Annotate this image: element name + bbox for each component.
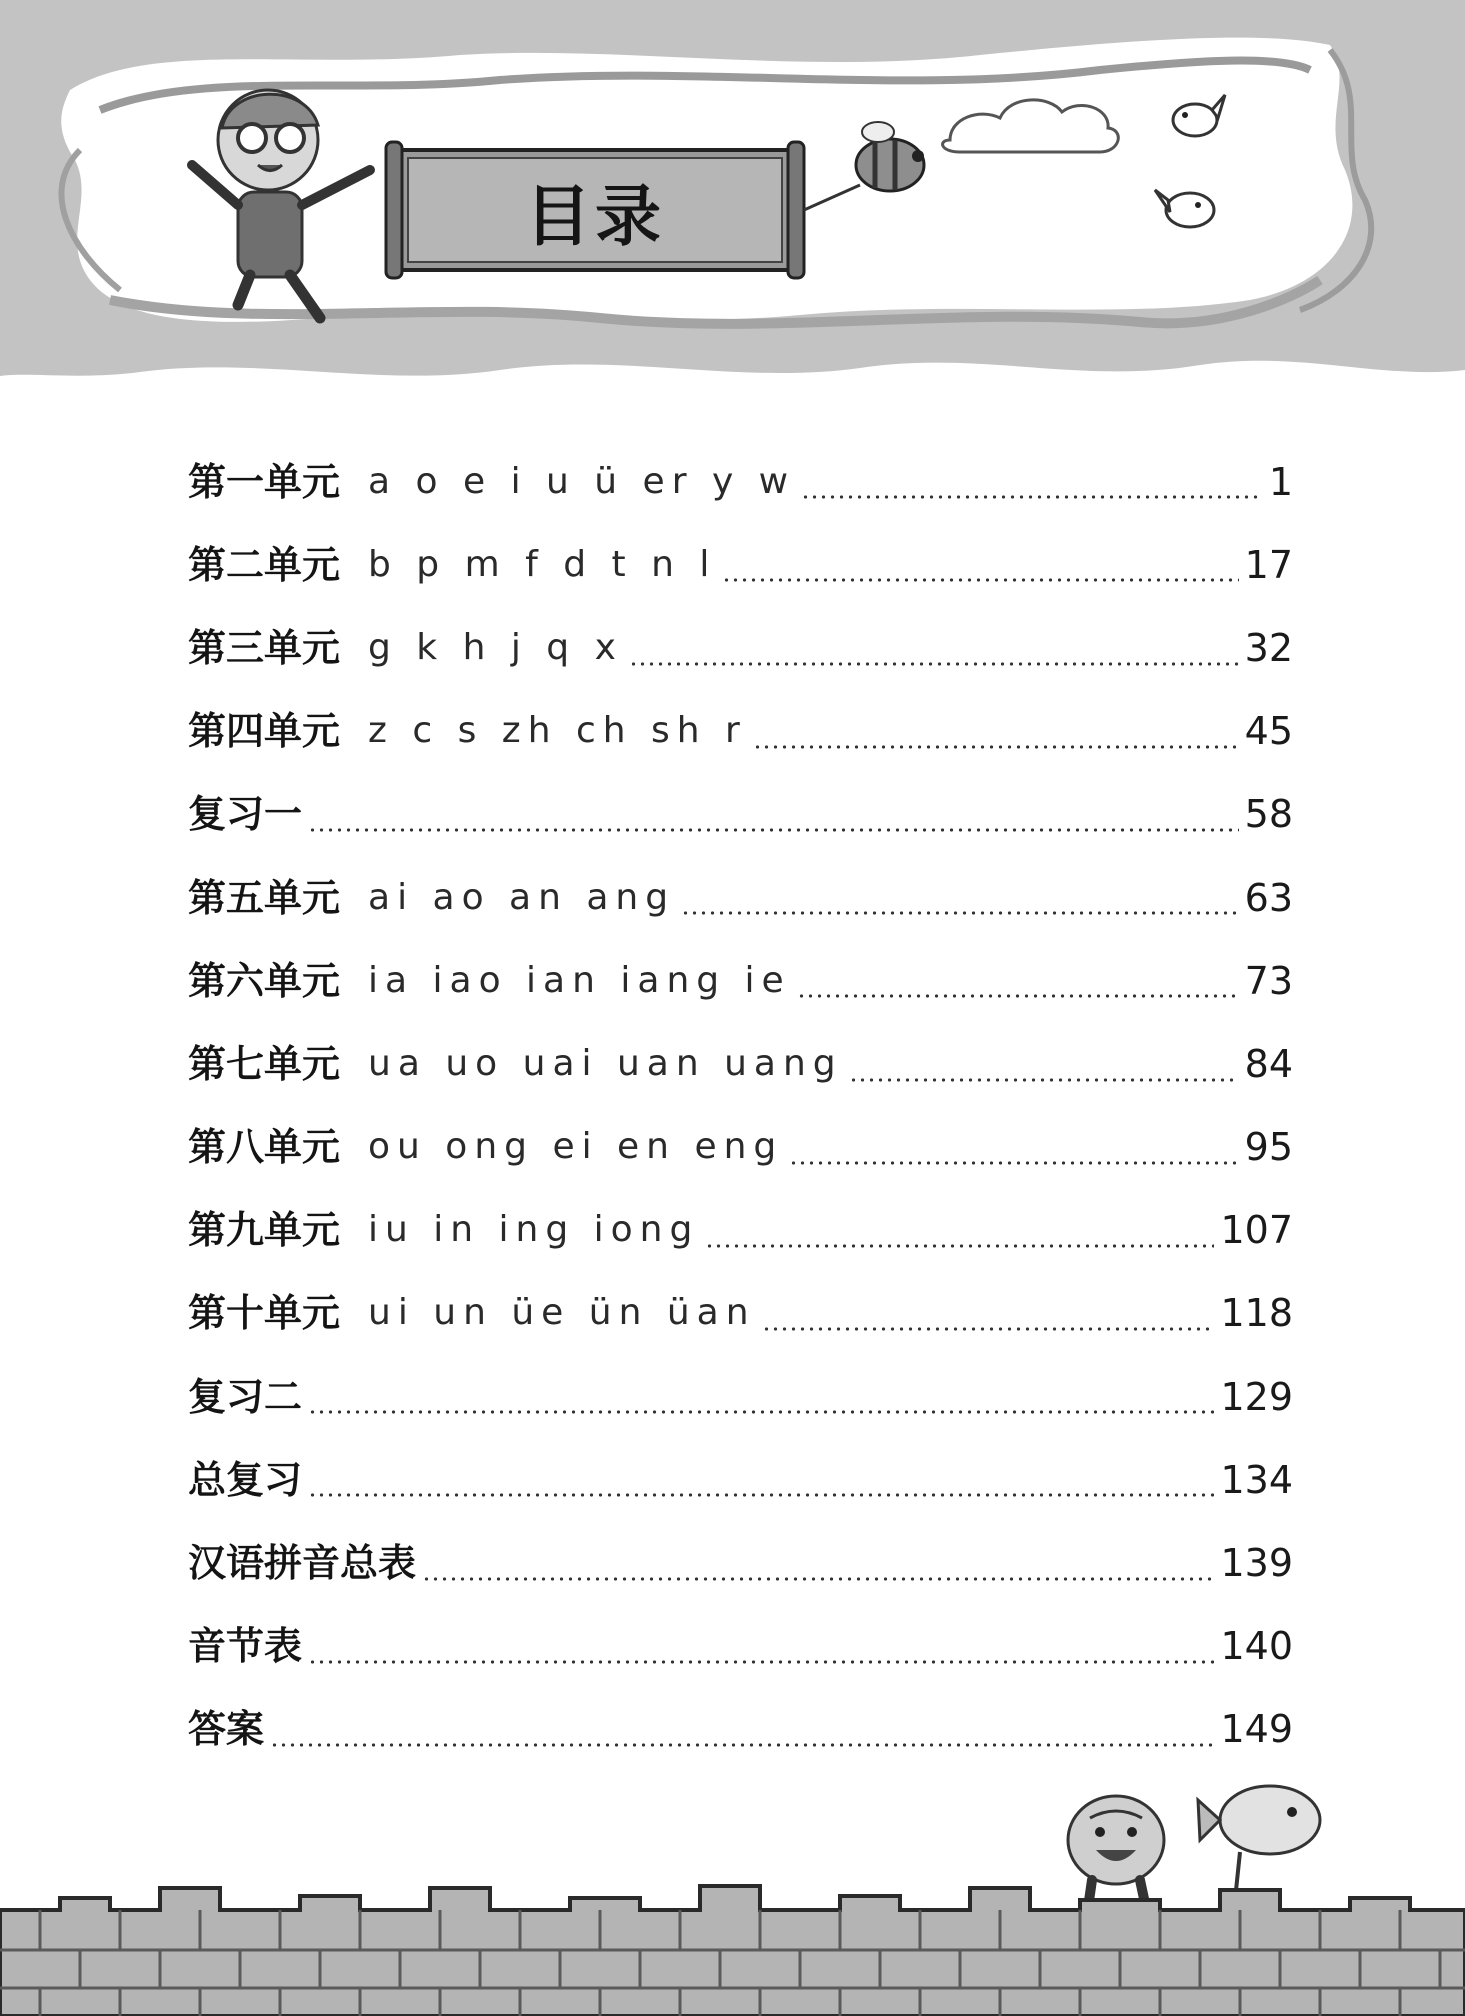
toc-entry[interactable]: [188, 1189, 1293, 1272]
toc-entry-page-number: 58: [1244, 792, 1293, 837]
toc-entry-page-number: 134: [1220, 1457, 1293, 1502]
toc-entry-pinyin: a o e i u ü er y w: [368, 460, 796, 502]
toc-entry-page-number: 140: [1220, 1624, 1293, 1669]
toc-entry[interactable]: [188, 690, 1293, 773]
toc-entry-pinyin: iu in ing iong: [368, 1209, 700, 1251]
toc-entry-label: 音节表: [188, 1624, 303, 1669]
toc-entry-label: 第七单元: [188, 1041, 341, 1086]
table-of-contents: [188, 440, 1293, 1771]
toc-entry-label: 复习二: [188, 1374, 303, 1419]
dot-leader: [422, 1577, 1214, 1581]
dot-leader: [762, 1327, 1215, 1331]
fish-illustration: [1198, 1786, 1320, 1900]
toc-entry-page-number: 45: [1244, 709, 1293, 754]
dot-leader: [629, 662, 1239, 666]
toc-entry-pinyin: g k h j q x: [368, 626, 623, 668]
toc-entry[interactable]: [188, 606, 1293, 689]
toc-entry-label: 第十单元: [188, 1291, 341, 1336]
dot-leader: [753, 745, 1239, 749]
toc-entry-page-number: 84: [1244, 1041, 1293, 1086]
toc-entry-pinyin: b p m f d t n l: [368, 543, 717, 585]
toc-entry-label: 第八单元: [188, 1125, 341, 1170]
dot-leader: [801, 495, 1263, 499]
toc-entry[interactable]: [188, 1022, 1293, 1105]
toc-entry[interactable]: [188, 523, 1293, 606]
dot-leader: [681, 911, 1239, 915]
toc-entry-pinyin: z c s zh ch sh r: [368, 710, 747, 752]
dot-leader: [270, 1743, 1214, 1747]
dot-leader: [797, 994, 1239, 998]
toc-entry-label: 第六单元: [188, 958, 341, 1003]
toc-entry-label: 第四单元: [188, 709, 341, 754]
footer-wall-illustration: [0, 1760, 1465, 2016]
toc-entry[interactable]: [188, 1272, 1293, 1355]
dot-leader: [722, 578, 1238, 582]
toc-entry-page-number: 1: [1268, 459, 1293, 504]
dot-leader: [308, 828, 1239, 832]
toc-entry[interactable]: [188, 773, 1293, 856]
toc-entry-page-number: 63: [1244, 875, 1293, 920]
dinosaur-illustration: [1068, 1796, 1164, 1908]
dot-leader: [705, 1244, 1214, 1248]
toc-entry-label: 第一单元: [188, 459, 341, 504]
toc-entry-pinyin: ua uo uai uan uang: [368, 1042, 843, 1084]
toc-entry-label: 复习一: [188, 792, 303, 837]
toc-entry-pinyin: ia iao ian iang ie: [368, 959, 791, 1001]
toc-entry-page-number: 129: [1220, 1374, 1293, 1419]
dot-leader: [789, 1161, 1238, 1165]
toc-entry[interactable]: [188, 856, 1293, 939]
toc-entry[interactable]: [188, 1521, 1293, 1604]
toc-entry-page-number: 118: [1220, 1291, 1293, 1336]
toc-entry-page-number: 73: [1244, 958, 1293, 1003]
page-title: 目录: [525, 177, 665, 255]
toc-entry-page-number: 107: [1220, 1208, 1293, 1253]
toc-entry[interactable]: [188, 1355, 1293, 1438]
toc-entry[interactable]: [188, 440, 1293, 523]
dot-leader: [849, 1078, 1239, 1082]
toc-entry-page-number: 17: [1244, 542, 1293, 587]
toc-entry-pinyin: ou ong ei en eng: [368, 1126, 784, 1168]
toc-entry[interactable]: [188, 1688, 1293, 1771]
dot-leader: [308, 1410, 1214, 1414]
toc-entry[interactable]: [188, 1438, 1293, 1521]
dot-leader: [308, 1493, 1214, 1497]
toc-entry-label: 第三单元: [188, 625, 341, 670]
toc-entry-page-number: 95: [1244, 1125, 1293, 1170]
toc-entry-page-number: 139: [1220, 1541, 1293, 1586]
toc-entry-label: 汉语拼音总表: [188, 1541, 417, 1586]
dot-leader: [308, 1660, 1214, 1664]
toc-entry[interactable]: [188, 1605, 1293, 1688]
toc-entry-page-number: 149: [1220, 1707, 1293, 1752]
toc-entry-label: 答案: [188, 1707, 265, 1752]
toc-entry[interactable]: [188, 1106, 1293, 1189]
toc-entry-pinyin: ai ao an ang: [368, 876, 676, 918]
toc-entry-label: 第二单元: [188, 542, 341, 587]
toc-entry-label: 第五单元: [188, 875, 341, 920]
toc-entry-label: 第九单元: [188, 1208, 341, 1253]
toc-entry-label: 总复习: [188, 1457, 303, 1502]
toc-entry-page-number: 32: [1244, 625, 1293, 670]
toc-entry[interactable]: [188, 939, 1293, 1022]
toc-entry-pinyin: ui un üe ün üan: [368, 1292, 756, 1334]
